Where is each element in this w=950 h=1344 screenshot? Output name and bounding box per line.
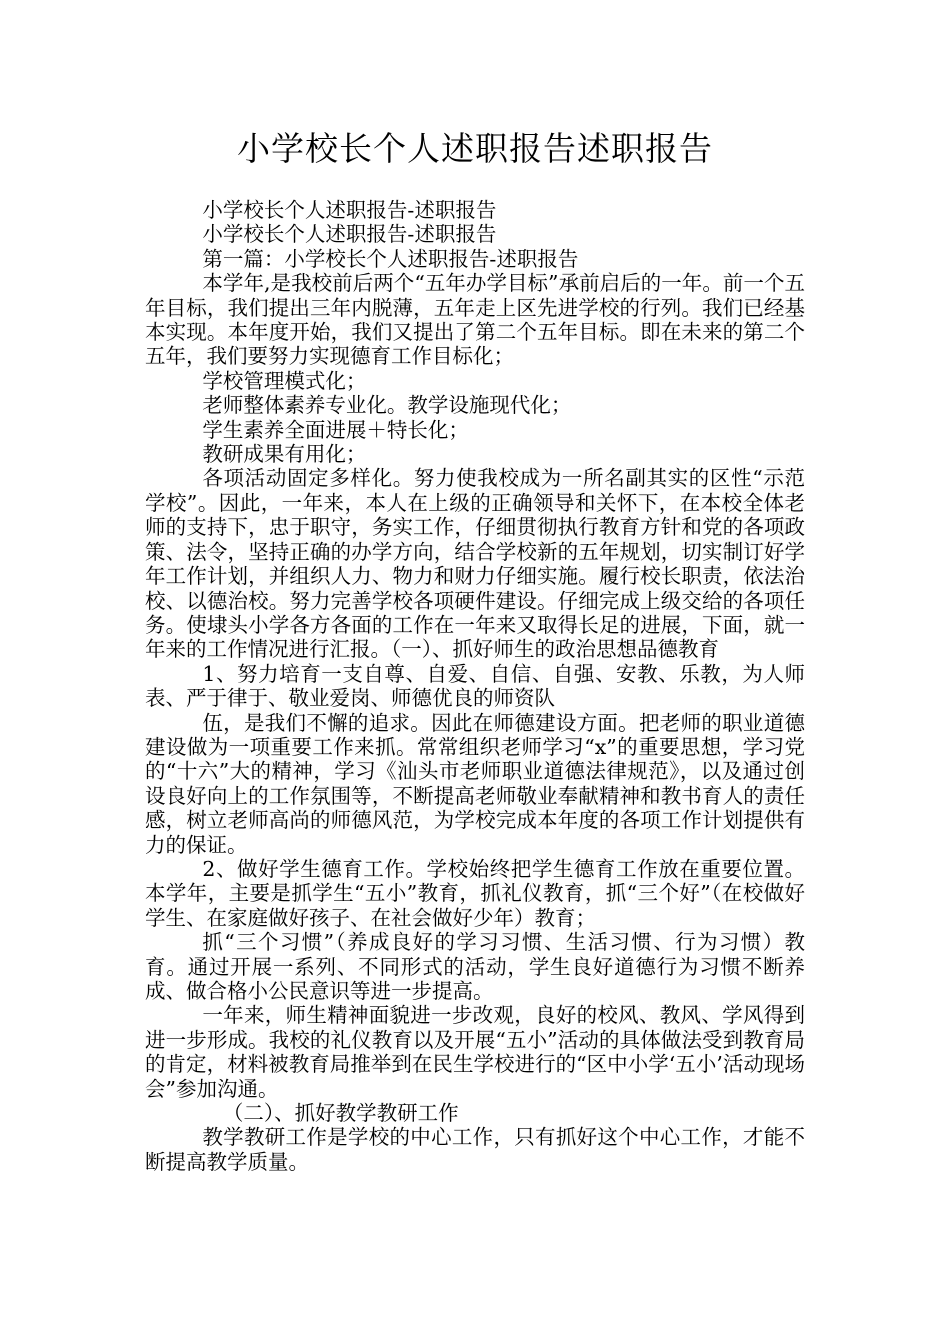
paragraph: 1、努力培育一支自尊、自爱、自信、自强、安教、乐教，为人师表、严于律于、敬业爱岗、师德优良的师资队 (145, 661, 805, 711)
document-body (145, 198, 805, 1174)
paragraph: 2、做好学生德育工作。学校始终把学生德育工作放在重要位置。本学年，主要是抓学生“五小”教育，抓礼仪教育，抓“三个好”（在校做好学生、在家庭做好孩子、在社会做好少年）教育； (145, 856, 805, 930)
section-heading: （二）、抓好教学教研工作 (222, 1101, 459, 1126)
paragraph: 小学校长个人述职报告-述职报告 (202, 198, 497, 222)
paragraph: 第一篇：小学校长个人述职报告-述职报告 (202, 246, 579, 271)
paragraph: 学校管理模式化； (202, 368, 367, 393)
paragraph: 本学年,是我校前后两个“五年办学目标”承前启后的一年。前一个五年目标，我们提出三年内脱薄，五年走上区先进学校的行列。我们已经基本实现。本年度开始，我们又提出了第二个五年目标。即在未来的第二个五年，我们要努力实现德育工作目标化； (145, 271, 805, 369)
paragraph: 学生素养全面进展＋特长化； (202, 417, 469, 442)
paragraph: 一年来，师生精神面貌进一步改观，良好的校风、教风、学风得到进一步形成。我校的礼仪教育以及开展“五小”活动的具体做法受到教育局的肯定，材料被教育局推举到在民生学校进行的“区中小学‘五小’活动现场会”参加沟通。 (145, 1003, 805, 1101)
paragraph: 伍，是我们不懈的追求。因此在师德建设方面。把老师的职业道德建设做为一项重要工作来抓。常常组织老师学习“x”的重要思想，学习党的“十六”大的精神，学习《汕头市老师职业道德法律规范》，以及通过创设良好向上的工作氛围等，不断提高老师敬业奉献精神和教书育人的责任感，树立老师高尚的师德风范，为学校完成本年度的各项工作计划提供有力的保证。 (145, 710, 805, 857)
paragraph: 教研成果有用化； (202, 442, 367, 467)
paragraph: 教学教研工作是学校的中心工作，只有抓好这个中心工作，才能不断提高教学质量。 (145, 1125, 805, 1174)
paragraph: 抓“三个习惯”（养成良好的学习习惯、生活习惯、行为习惯）教育。通过开展一系列、不同形式的活动，学生良好道德行为习惯不断养成、做合格小公民意识等进一步提高。 (145, 930, 805, 1003)
paragraph: 老师整体素养专业化。教学设施现代化； (202, 393, 572, 418)
document-title: 小学校长个人述职报告述职报告 (237, 129, 713, 168)
paragraph: 各项活动固定多样化。努力使我校成为一所名副其实的区性“示范学校”。因此，一年来，本人在上级的正确领导和关怀下，在本校全体老师的支持下，忠于职守，务实工作，仔细贯彻执行教育方针和党的各项政策、法令，坚持正确的办学方向，结合学校新的五年规划，切实制订好学年工作计划，并组织人力、物力和财力仔细实施。履行校长职责，依法治校、以德治校。努力完善学校各项硬件建设。仔细完成上级交给的各项任务。使埭头小学各方各面的工作在一年来又取得长足的进展，下面，就一年来的工作情况进行汇报。（一）、抓好师生的政治思想品德教育 (145, 466, 805, 662)
paragraph: 小学校长个人述职报告-述职报告 (202, 222, 497, 247)
